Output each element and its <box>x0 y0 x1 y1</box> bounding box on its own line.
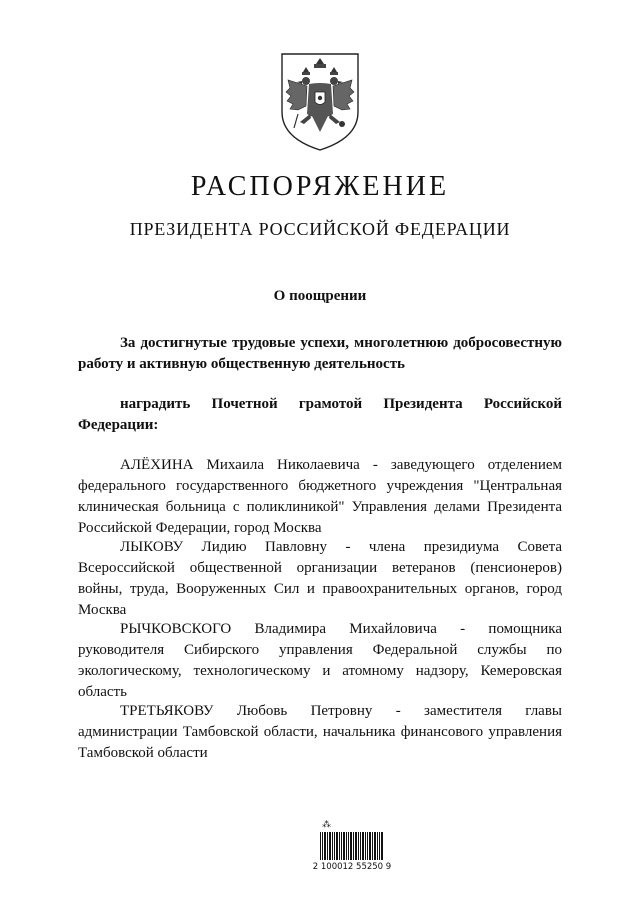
awardee-entry <box>78 701 562 764</box>
coat-of-arms-icon <box>276 52 364 152</box>
awardee-description: - помощника руководителя Сибирского управления Федеральной службы по экологическому, технологическому и атомному надзору, Кемеровская область <box>78 621 562 700</box>
awardee-description: - заведующего отделением федерального государственного бюджетного учреждения "Центральная клиническая больница с поликлиникой" Управления делами Президента Российской Федерации, город Москва <box>78 457 563 536</box>
awardee-description: - заместителя главы администрации Тамбовской области, начальника финансового управления Тамбовской области <box>78 703 562 761</box>
awardee-entry <box>78 537 562 621</box>
awardee-entry <box>78 619 562 703</box>
award-reason: За достигнутые трудовые успехи, многолетнюю добросовестную работу и активную общественную деятельность <box>78 335 562 372</box>
awardee-name: АЛЁХИНА Михаила Николаевича <box>120 457 360 473</box>
awardee-name: ЛЫКОВУ Лидию Павловну <box>120 539 328 555</box>
barcode-number: 2 100012 55250 9 <box>312 862 392 872</box>
awardee-name: РЫЧКОВСКОГО Владимира Михайловича <box>120 621 437 637</box>
awardee-description: - члена президиума Совета Всероссийской общественной организации ветеранов (пенсионеров) войны, труда, Вооруженных Сил и правоохранительных органов, город Москва <box>78 539 562 618</box>
awardee-name: ТРЕТЬЯКОВУ Любовь Петровну <box>120 703 373 719</box>
document-subject: О поощрении <box>273 288 367 304</box>
barcode <box>312 820 392 872</box>
awardee-entry <box>78 455 562 539</box>
barcode-icon <box>320 832 384 860</box>
barcode-header-mark: ⁂ <box>322 820 331 830</box>
document-type-title: РАСПОРЯЖЕНИЕ <box>190 171 450 202</box>
document-issuer: ПРЕЗИДЕНТА РОССИЙСКОЙ ФЕДЕРАЦИИ <box>129 219 511 239</box>
award-statement: наградить Почетной грамотой Президента Российской Федерации: <box>78 396 562 433</box>
